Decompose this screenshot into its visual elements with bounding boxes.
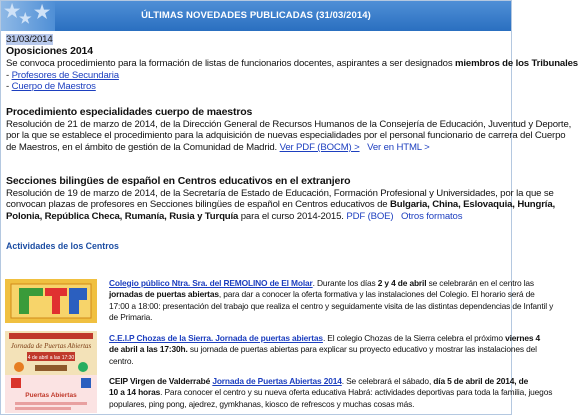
link-ver-html[interactable]: Ver en HTML > bbox=[367, 141, 430, 153]
activity-thumbnail[interactable] bbox=[5, 279, 97, 323]
ntr-logo-icon bbox=[5, 279, 97, 323]
link-colegio-remolino[interactable]: Colegio público Ntra. Sra. del REMOLINO de El Molar bbox=[109, 278, 313, 288]
star-icon: ★ bbox=[4, 1, 21, 21]
news-date: 31/03/2014 bbox=[6, 34, 53, 45]
stars-decoration bbox=[1, 1, 55, 31]
news-header bbox=[1, 1, 511, 31]
news-item-title: Secciones bilingües de español en Centros educativos en el extranjero bbox=[6, 175, 351, 188]
link-pdf-boe[interactable]: PDF (BOE) bbox=[346, 210, 394, 222]
activity-thumbnail[interactable] bbox=[5, 375, 97, 413]
news-item-title: Procedimiento especialidades cuerpo de maestros bbox=[6, 106, 253, 119]
valderrabe-poster-icon bbox=[5, 375, 97, 413]
news-item-text: Resolución de 19 de marzo de 2014, de la Secretaría de Estado de Educación, Formación Profesional y Universidades, por la que se bbox=[6, 188, 554, 200]
activity-text: CEIP Virgen de Valderrabé Jornada de Puertas Abiertas 2014. Se celebrará el sábado, día 5 de abril de 2014, de 10 a 14 horas. Para conocer el centro y su nueva oferta educativa Habrá: actividades deportivas para toda la familia, juegos populares, ping pong, ajedrez, gymkhanas, kiosco de refrescos y muchas cosas más. bbox=[109, 376, 553, 409]
link-ver-pdf-bocm[interactable]: Ver PDF (BOCM) > bbox=[279, 141, 360, 153]
link-ceip-chozas[interactable]: C.E.I.P Chozas de la Sierra. Jornada de puertas abiertas bbox=[109, 333, 323, 343]
activity-thumbnail[interactable] bbox=[5, 331, 97, 375]
news-item-text: convocan plazas de profesores en Secciones bilingües de español en Centros educativos de Bulgaria, China, Eslovaquia, Hungría, bbox=[6, 199, 556, 211]
news-content: 31/03/2014 Oposiciones 2014 Se convoca procedimiento para la formación de listas de funcionarios docentes, aspirantes a ser designados miembros de los Tribunales - Profesores de Secundaria - Cuerpo de Maestros Procedimiento especialidades cuerpo de maestros Resolución de 21 de marzo de 2014, de la Dirección General de Recursos Humanos de la Consejería de Educación, Juventud y Deporte, por la que se establece el procedimiento para la adquisición de nuevas especialidades por el personal funcionario de carrera del Cuerpo de Maestros, en el ámbito de gestión de la Comunidad de Madrid. Ver PDF (BOCM) > Ver en HTML > Secciones bilingües de español en Centros educativos en el extranjero Resolución de 19 de marzo de 2014, de la Secretaría de Estado de Educación, Formación Profesional y Universidades, por la que se convocan plazas de profesores en Secciones bilingües de español en Centros educativos de Bulgaria, China, Eslovaquia, Hungría, Polonia, República Checa, Rumanía, Rusia y Turquía para el curso 2014-2015. PDF (BOE) Otros formatos Actividades de los Centros bbox=[6, 34, 578, 251]
link-profesores-secundaria[interactable]: Profesores de Secundaria bbox=[11, 69, 119, 81]
svg-text:Puertas Abiertas: Puertas Abiertas bbox=[25, 392, 77, 399]
activity-text: C.E.I.P Chozas de la Sierra. Jornada de puertas abiertas. El colegio Chozas de la Sierra celebra el próximo viernes 4 de abril a las 17:30h. su jornada de puertas abiertas para explicar su proyecto educativo y mostrar las instalaciones del centro. bbox=[109, 333, 541, 366]
activities-section-title: Actividades de los Centros bbox=[6, 240, 119, 251]
star-icon: ★ bbox=[19, 10, 32, 26]
open-day-poster-icon bbox=[5, 331, 97, 375]
news-item-text: Se convoca procedimiento para la formación de listas de funcionarios docentes, aspirantes a ser designados miembros de los Tribunales bbox=[6, 58, 578, 70]
news-item-text: por la que se establece el procedimiento para la adquisición de nuevas especialidades por el personal funcionario de carrera del Cuerpo bbox=[6, 130, 566, 142]
svg-text:Jornada de Puertas Abiertas: Jornada de Puertas Abiertas bbox=[10, 342, 92, 350]
link-cuerpo-maestros[interactable]: Cuerpo de Maestros bbox=[11, 80, 96, 92]
link-otros-formatos[interactable]: Otros formatos bbox=[401, 210, 463, 222]
activity-text: Colegio público Ntra. Sra. del REMOLINO de El Molar. Durante los días 2 y 4 de abril se celebrarán en el centro las jornadas de puertas abiertas, para dar a conocer la oferta formativa y las instalaciones del Colegio. El horario será de 17:00 a 18:00: presentación del trabajo que realiza el centro y seguidamente visita de las distintas dependencias de Infantil y de Primaria. bbox=[109, 278, 554, 322]
news-title: ÚLTIMAS NOVEDADES PUBLICADAS (31/03/2014) bbox=[141, 10, 371, 21]
svg-text:4 de abril a las 17:30: 4 de abril a las 17:30 bbox=[27, 355, 75, 361]
news-item-text: Resolución de 21 de marzo de 2014, de la Dirección General de Recursos Humanos de la Consejería de Educación, Juventud y Deporte, bbox=[6, 119, 572, 131]
star-icon: ★ bbox=[34, 2, 51, 22]
countries-list: Polonia, República Checa, Rumanía, Rusia y Turquía bbox=[6, 210, 239, 222]
news-item-title: Oposiciones 2014 bbox=[6, 45, 93, 58]
news-item-text: de Maestros, en el ámbito de gestión de la Comunidad de Madrid. bbox=[6, 141, 280, 153]
link-jornada-valderrabe[interactable]: Jornada de Puertas Abiertas 2014 bbox=[212, 376, 342, 386]
